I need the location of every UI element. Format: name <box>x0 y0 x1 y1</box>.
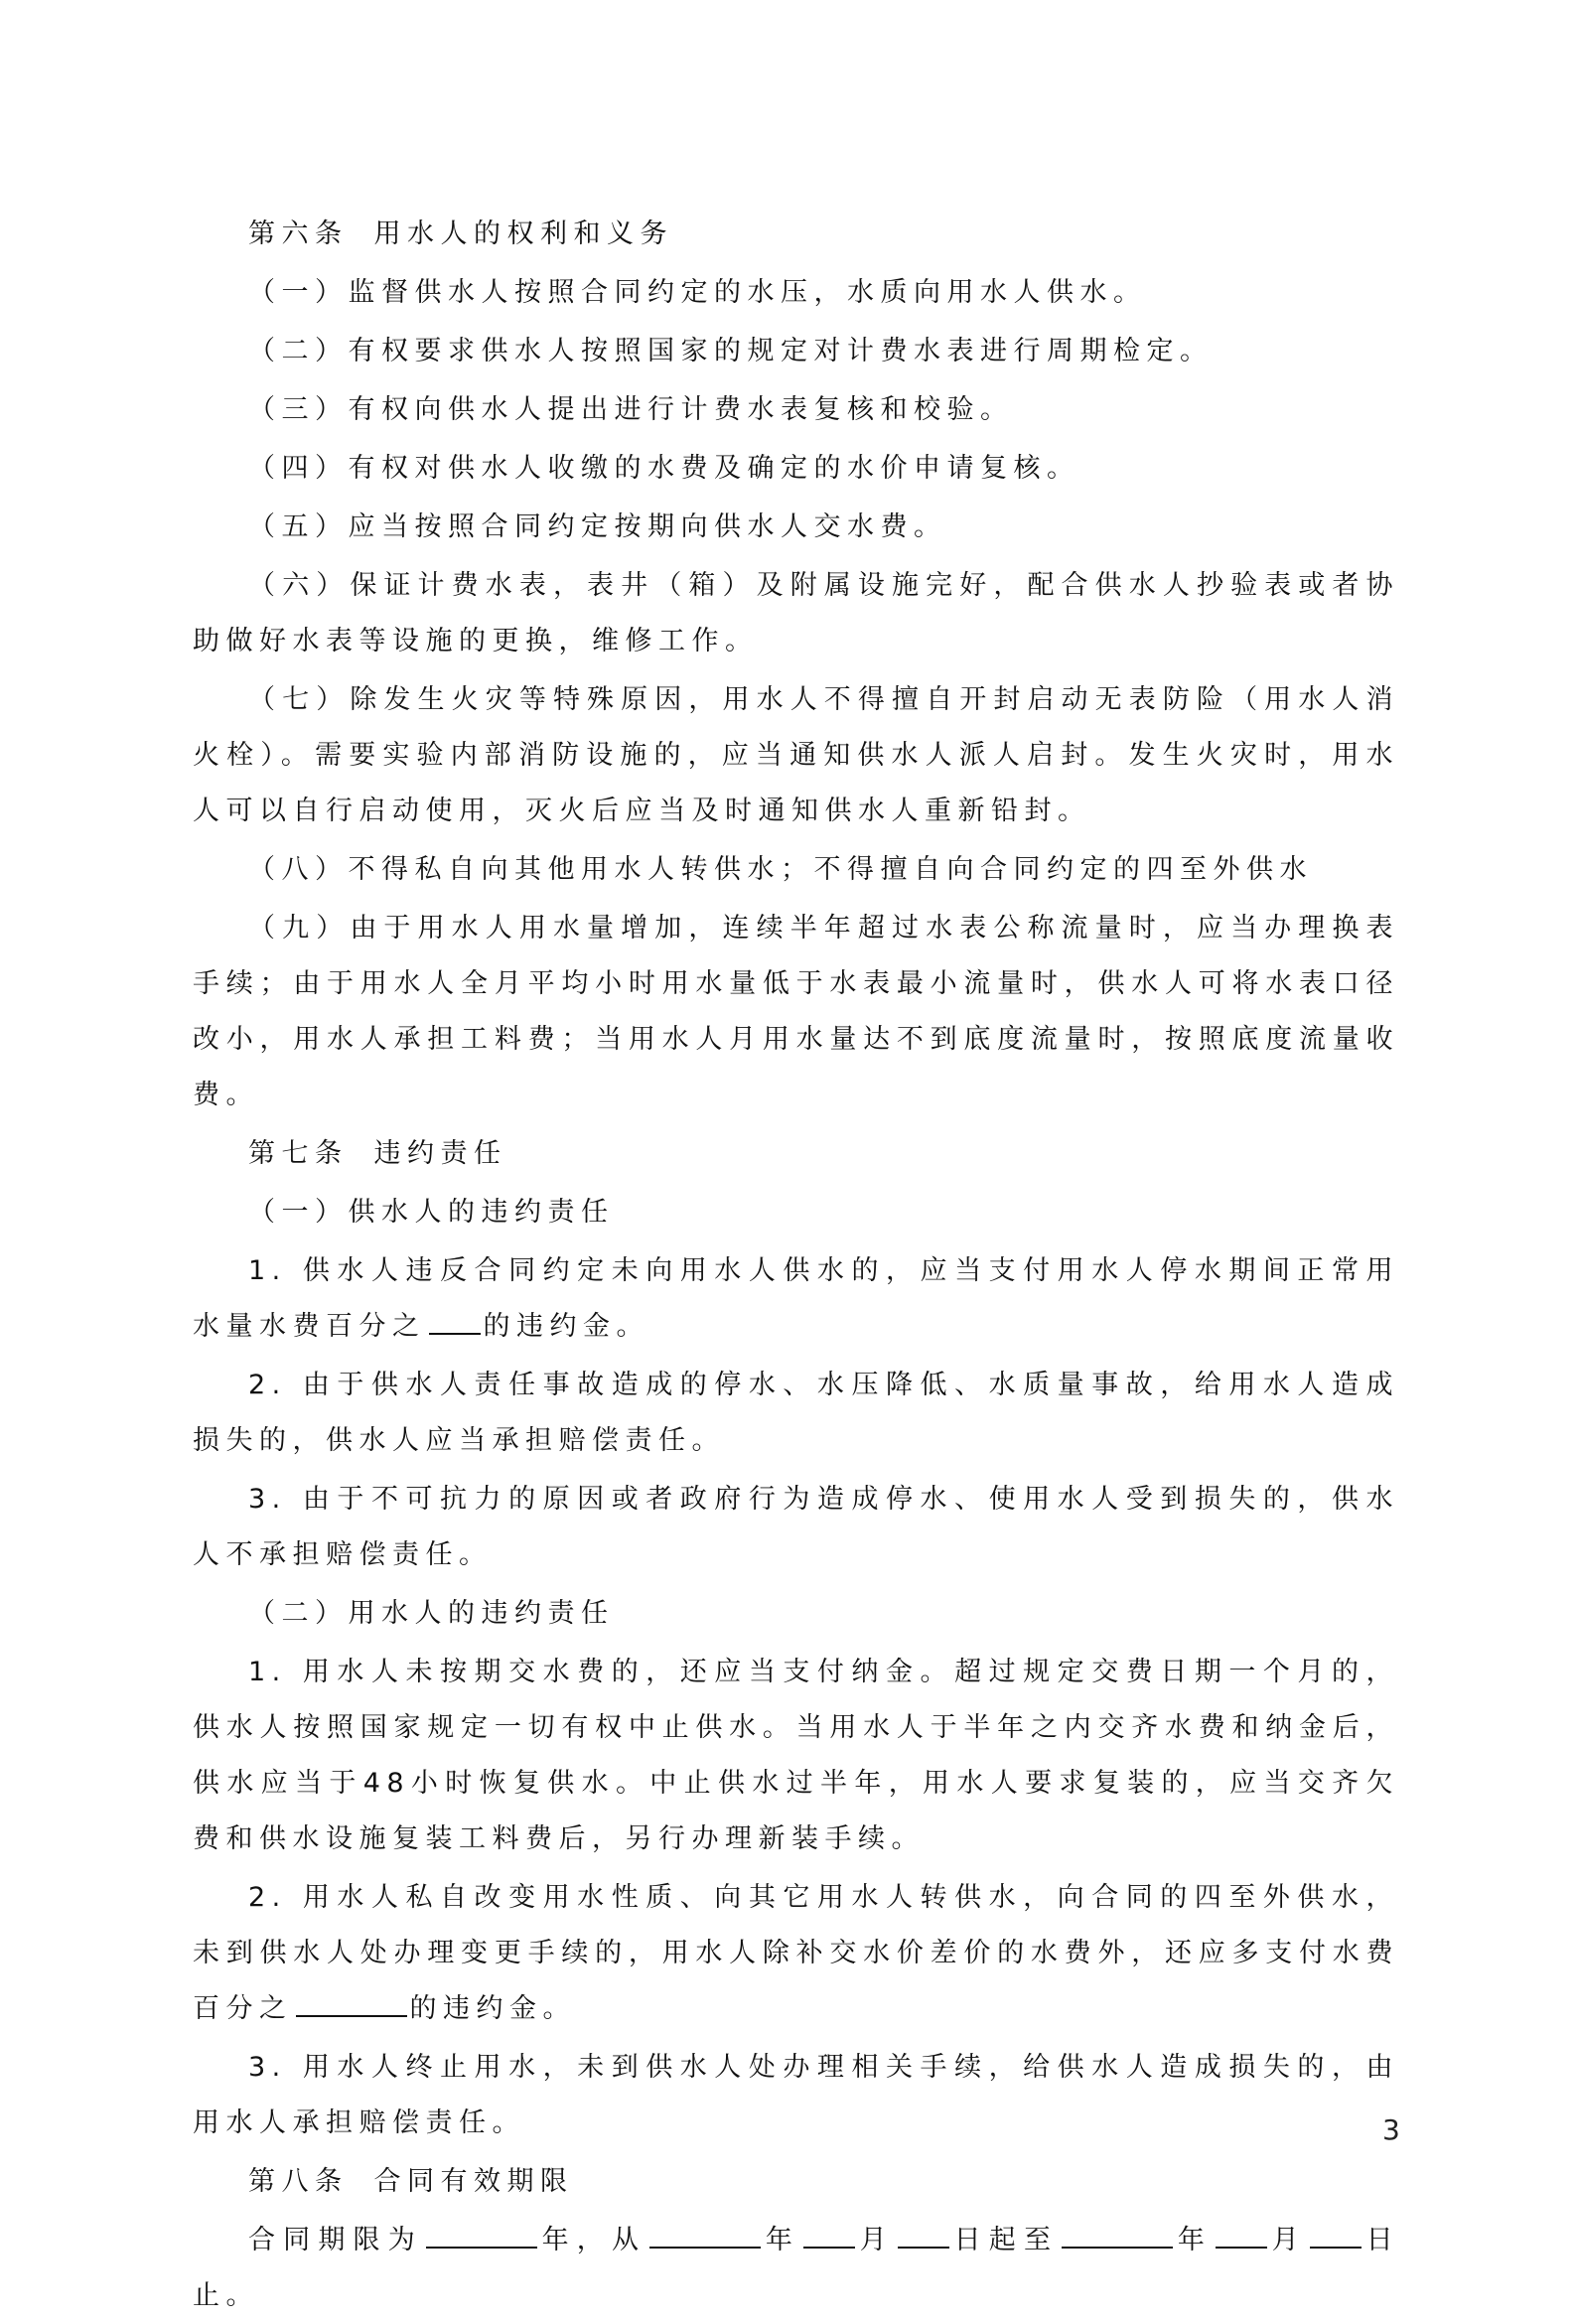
article-number: 第六条 <box>248 218 349 249</box>
article-6-item-4: （四）有权对供水人收缴的水费及确定的水价申请复核。 <box>248 453 1080 484</box>
start-day-blank <box>898 2221 949 2249</box>
user-liability-heading: （二）用水人的违约责任 <box>248 1598 615 1629</box>
end-month-blank <box>1216 2221 1267 2249</box>
start-year-blank <box>649 2221 761 2249</box>
article-6-item-1: （一）监督供水人按照合同约定的水压，水质向用水人供水。 <box>248 277 1147 308</box>
term-text: 月 <box>858 2225 895 2255</box>
supplier-liability-2: 2. 由于供水人责任事故造成的停水、水压降低、水质量事故，给用水人造成损失的，供水人应当承担赔偿责任。 <box>193 1370 1399 1456</box>
article-6-item-9: （九）由于用水人用水量增加，连续半年超过水表公称流量时，应当办理换表手续；由于用水人全月平均小时用水量低于水表最小流量时，供水人可将水表口径改小，用水人承担工料费；当用水人月用水量达不到底度流量时，按照底度流量收费。 <box>193 913 1399 1110</box>
article-6-item-3: （三）有权向供水人提出进行计费水表复核和校验。 <box>248 394 1014 425</box>
contract-term-line <box>193 2213 1399 2324</box>
article-6-heading <box>193 207 1399 262</box>
percent-blank <box>296 1989 407 2017</box>
clause-text: 的违约金。 <box>409 1993 576 2024</box>
end-year-blank <box>1062 2221 1173 2249</box>
term-text: 合同期限为 <box>248 2225 423 2255</box>
article-number: 第七条 <box>248 1138 349 1169</box>
clause-text: 的违约金。 <box>483 1311 649 1342</box>
article-6-item-2: （二）有权要求供水人按照国家的规定对计费水表进行周期检定。 <box>248 336 1214 366</box>
start-month-blank <box>803 2221 855 2249</box>
article-8-heading <box>193 2154 1399 2210</box>
term-text: 日止。 <box>193 2225 1400 2311</box>
term-text: 月 <box>1270 2225 1307 2255</box>
page-number: 3 <box>1382 2113 1400 2146</box>
document-body <box>193 207 1399 2324</box>
supplier-liability-3: 3. 由于不可抗力的原因或者政府行为造成停水、使用水人受到损失的，供水人不承担赔偿责任。 <box>193 1484 1399 1570</box>
term-text: 年 <box>764 2225 801 2255</box>
user-liability-1: 1. 用水人未按期交水费的，还应当支付纳金。超过规定交费日期一个月的，供水人按照国家规定一切有权中止供水。当用水人于半年之内交齐水费和纳金后，供水应当于48小时恢复供水。中止供水过半年，用水人要求复装的，应当交齐欠费和供水设施复装工料费后，另行办理新装手续。 <box>193 1657 1399 1854</box>
supplier-liability-1 <box>193 1243 1399 1355</box>
percent-blank <box>429 1307 481 1335</box>
years-blank <box>426 2221 537 2249</box>
article-6-item-7: （七）除发生火灾等特殊原因，用水人不得擅自开封启动无表防险（用水人消火栓）。需要实验内部消防设施的，应当通知供水人派人启封。发生火灾时，用水人可以自行启动使用，灭火后应当及时通知供水人重新铅封。 <box>193 684 1399 826</box>
user-liability-3: 3. 用水人终止用水，未到供水人处办理相关手续，给供水人造成损失的，由用水人承担赔偿责任。 <box>193 2052 1399 2138</box>
term-text: 年 <box>1176 2225 1214 2255</box>
article-title: 合同有效期限 <box>373 2166 574 2197</box>
term-text: 日起至 <box>951 2225 1060 2255</box>
article-6-item-8: （八）不得私自向其他用水人转供水；不得擅自向合同约定的四至外供水 <box>248 854 1313 885</box>
clause-text: 2. 用水人私自改变用水性质、向其它用水人转供水，向合同的四至外供水，未到供水人处办理变更手续的，用水人除补交水价差价的水费外，还应多支付水费百分之 <box>193 1882 1399 2024</box>
clause-text: 1. 供水人违反合同约定未向用水人供水的，应当支付用水人停水期间正常用水量水费百分之 <box>193 1255 1399 1342</box>
article-number: 第八条 <box>248 2166 349 2197</box>
article-6-item-6: （六）保证计费水表，表井（箱）及附属设施完好，配合供水人抄验表或者协助做好水表等设施的更换，维修工作。 <box>193 570 1399 656</box>
term-text: 年，从 <box>539 2225 647 2255</box>
article-7-heading <box>193 1126 1399 1182</box>
end-day-blank <box>1310 2221 1362 2249</box>
supplier-liability-heading: （一）供水人的违约责任 <box>248 1197 615 1228</box>
article-title: 违约责任 <box>373 1138 507 1169</box>
user-liability-2 <box>193 1870 1399 2037</box>
article-6-item-5: （五）应当按照合同约定按期向供水人交水费。 <box>248 511 947 542</box>
article-title: 用水人的权利和义务 <box>373 218 673 249</box>
